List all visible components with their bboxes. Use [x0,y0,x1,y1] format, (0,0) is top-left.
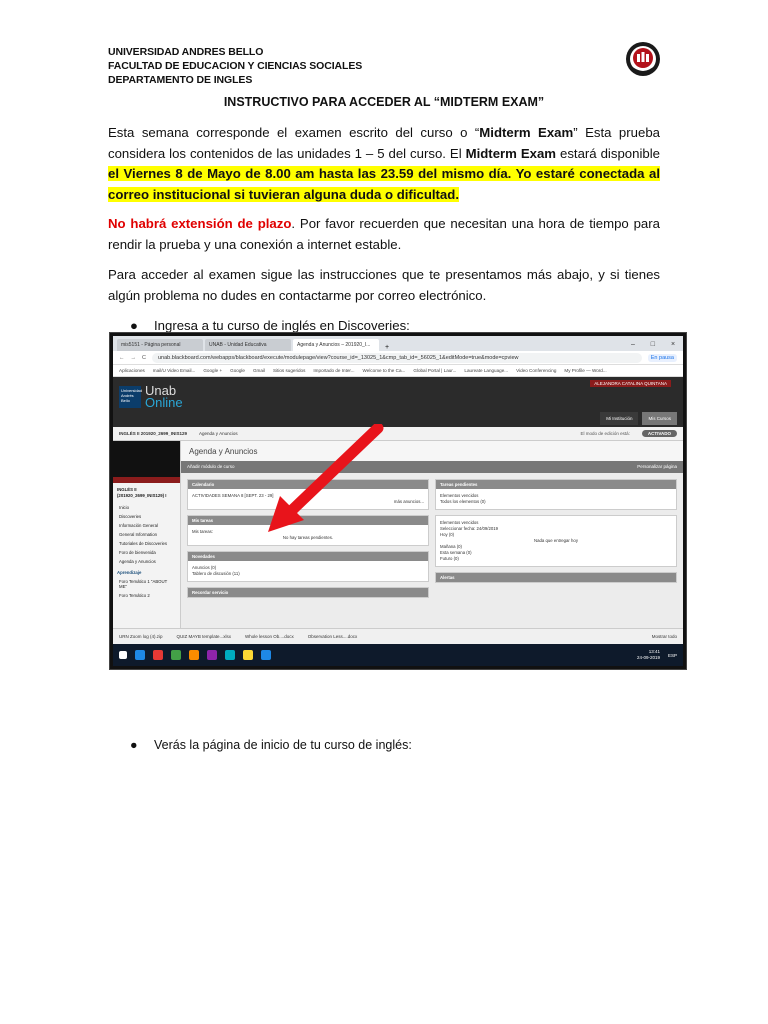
word-icon[interactable] [207,650,217,660]
download-shelf [113,628,683,644]
course-menu [113,441,181,641]
tasks-label: Mis tareas: [192,529,214,534]
bookmarks-bar [113,365,683,377]
breadcrumb-page[interactable]: Agenda y Anuncios [199,431,238,436]
nav-my-institution[interactable]: Mi Institución [600,412,638,425]
menu-item-tutoriales[interactable]: Tutoriales de Discoveries [119,541,168,546]
module-reminder [187,587,429,598]
module-body [436,489,676,509]
download-item[interactable]: Observation Less....docx [307,634,358,639]
blackboard-screenshot [110,333,686,669]
course-content [181,441,683,641]
university-name: UNIVERSIDAD ANDRES BELLO [108,46,264,58]
module-due-dates [435,515,677,567]
news-item[interactable]: Anuncios (0) [192,565,217,570]
announcement-text[interactable]: ACTIVIDADES SEMANA 8 [SEPT. 23 - 29] [192,493,274,498]
new-tab-icon[interactable]: + [385,344,390,351]
bookmark-item[interactable]: Importado de Inter... [313,368,355,373]
search-icon[interactable] [135,650,145,660]
menu-item-foro-bienvenida[interactable]: Foro de bienvenida [119,550,156,555]
brand-online: Online [145,395,183,410]
windows-start-icon[interactable] [119,651,127,659]
minimize-icon[interactable]: – [630,340,635,348]
module-body [436,516,676,566]
content-toolbar [181,461,683,473]
module-title[interactable]: Mis tareas [188,516,428,525]
personalize-button[interactable]: Personalizar página [637,464,677,469]
bullet-step-1 [130,318,410,333]
faculty-name: FACULTAD DE EDUCACION Y CIENCIAS SOCIALES [108,60,363,72]
modules-area [187,479,677,603]
bullet-dot: ● [130,738,138,752]
availability-highlight: el Viernes 8 de Mayo de 8.00 am hasta las 23.59 del mismo día. Yo estaré conectada al correo institucional si tuvieran alguna duda o dificultad. [108,166,660,202]
maximize-icon[interactable]: □ [650,340,656,348]
red-pointer-arrow [268,424,413,544]
pending-item[interactable]: Todos los elementos (0) [440,499,486,504]
midterm-label-2: Midterm Exam [465,145,557,161]
no-tasks-note: No hay tareas pendientes. [282,535,334,540]
module-pending-tasks [435,479,677,510]
download-item[interactable]: URN Zoom log (4).zip [119,634,163,639]
clock-time: 13:41 [648,649,660,654]
due-item[interactable]: Esta semana (0) [440,550,472,555]
bookmark-item[interactable]: Welcome to the Ca... [362,368,406,373]
modules-right-column [435,479,677,603]
module-title[interactable]: Tareas pendientes [436,480,676,489]
due-item[interactable]: Hoy (0) [440,532,455,537]
unab-mark: Universidad Andrés Bello [119,386,141,408]
close-icon[interactable]: × [670,340,676,348]
file-explorer-icon[interactable] [153,650,163,660]
menu-item-foro-2[interactable]: Foro Temático 2 [119,593,150,598]
due-item[interactable]: Elementos vencidos [440,520,479,525]
download-item[interactable]: QUIZ MAYB template...xlsx [176,634,231,639]
deadline-paragraph [108,214,660,255]
bookmark-item[interactable]: mail/U Video Email... [152,368,196,373]
news-item[interactable]: Tablero de discusión (11) [192,571,240,576]
module-title[interactable]: Novedades [188,552,428,561]
more-announcements-link[interactable]: más anuncios... [393,499,424,504]
due-note: Nada que entregar hoy [534,538,578,543]
nav-my-courses[interactable]: Mis Cursos [642,412,677,425]
institution-header [108,45,508,87]
bookmark-item[interactable]: Aplicaciones [119,368,145,373]
university-seal-logo [624,40,662,78]
edit-mode-toggle[interactable]: ACTIVADO [642,430,677,437]
menu-item-inicio[interactable]: Inicio [119,505,130,510]
url-field[interactable]: unab.blackboard.com/webapps/blackboard/execute/modulepage/view?course_id=_13025_1&cmp_tab_id=_56025_1&editMode=true&mode=cpview [152,353,642,363]
menu-item-general-information[interactable]: General Information [119,532,157,537]
paused-badge[interactable]: En pausa [648,354,677,362]
breadcrumb-course[interactable]: INGLÉS II 201920_2699_INIS129 [119,431,188,436]
pending-item[interactable]: Elementos vencidos [440,493,479,498]
bookmark-item[interactable]: Laureate Language... [464,368,509,373]
user-menu[interactable]: ALEJANDRA CATALINA QUINTANA [590,380,671,387]
menu-item-foro-1[interactable]: Foro Temático 1 "ABOUT ME" [119,579,168,589]
intro-paragraph [108,123,660,205]
unab-online-logo[interactable] [119,385,183,409]
department-name: DEPARTAMENTO DE INGLES [108,74,253,86]
browser-tab[interactable]: mis5151 - Página personal [117,339,203,351]
step-1-text: Ingresa a tu curso de inglés en Discoveries: [154,318,410,333]
menu-item-info-general[interactable]: Información General [119,523,158,528]
bullet-step-2 [130,738,412,752]
menu-section-aprendizaje: Aprendizaje [117,570,142,575]
intro-text-2: ” Esta prueba considera los contenidos de las unidades 1 – 5 del curso. El [108,125,660,161]
menu-item-agenda[interactable]: Agenda y Anuncios [119,559,156,564]
bookmark-item[interactable]: Global Portal | Laur... [413,368,457,373]
bookmark-item[interactable]: Google [230,368,245,373]
bookmark-item[interactable]: Video Conferencing [516,368,557,373]
module-title[interactable]: Alertas [436,573,676,582]
bullet-dot: ● [130,318,138,333]
excel-icon[interactable] [225,650,235,660]
bookmark-item[interactable]: Sitios sugeridos [272,368,306,373]
course-menu-title[interactable]: INGLÉS II (201920_2699_INIS129) I [117,487,167,498]
module-body [188,561,428,581]
edit-mode-label: El modo de edición está: [580,431,630,436]
ie-icon[interactable] [261,650,271,660]
browser-tab[interactable]: UNAB - Unidad Educativa [205,339,291,351]
instructions-paragraph: Para acceder al examen sigue las instrucciones que te presentamos más abajo, y si tienes algún problema no dudes en contactarme por correo electrónico. [108,267,660,303]
browser-tab-active[interactable]: Agenda y Anuncios – 201920_I... [293,339,379,351]
bookmark-item[interactable]: Google + [203,368,223,373]
window-controls [623,337,683,351]
menu-item-discoveries[interactable]: Discoveries [119,514,142,519]
browser-tab-strip [113,336,683,351]
no-extension-warning: No habrá extensión de plazo [108,216,292,231]
top-nav [600,412,677,425]
back-icon[interactable]: ← [119,354,125,361]
download-item[interactable]: Whole lesson Ob....docx [244,634,294,639]
chrome-icon[interactable] [189,650,199,660]
language-indicator[interactable]: ESP [667,652,677,658]
bookmark-item[interactable]: My Profile — Word... [564,368,607,373]
add-module-button[interactable]: Añadir módulo de curso [187,464,235,469]
address-bar-row [113,351,683,365]
course-menu-banner [113,441,180,477]
bookmark-item[interactable]: Gmail [252,368,265,373]
due-item[interactable]: Futuro (0) [440,556,459,561]
reload-icon[interactable]: C [142,354,146,361]
module-title[interactable]: Recordar servicio [188,588,428,597]
document-title: INSTRUCTIVO PARA ACCEDER AL “MIDTERM EXAM” [223,95,545,109]
system-clock[interactable] [637,649,660,661]
deadline-text: . Por favor recuerden que necesitan una hora de tiempo para rendir la prueba y una conexión a internet estable. [108,216,660,252]
midterm-label-1: Midterm Exam [479,125,574,140]
windows-taskbar [113,644,683,666]
content-heading: Agenda y Anuncios [181,441,683,461]
module-news [187,551,429,582]
clock-date: 24-09-2019 [636,655,660,660]
outlook-icon[interactable] [243,650,253,660]
intro-text-3: estará disponible [556,145,660,161]
intro-text-1: Esta semana corresponde el examen escrito del curso o “ [108,125,480,140]
forward-icon[interactable]: → [130,354,136,361]
module-title[interactable]: Calendario [188,480,428,489]
step-2-text: Verás la página de inicio de tu curso de inglés: [154,738,412,752]
date-selector[interactable]: Seleccionar fecha: 24/09/2019 [440,526,499,531]
brand-unab: Unab [145,383,177,398]
module-alerts [435,572,677,583]
due-item[interactable]: Mañana (0) [440,544,462,549]
show-all-button[interactable]: Mostrar todo [651,634,677,639]
blackboard-banner [113,377,683,427]
edge-icon[interactable] [171,650,181,660]
